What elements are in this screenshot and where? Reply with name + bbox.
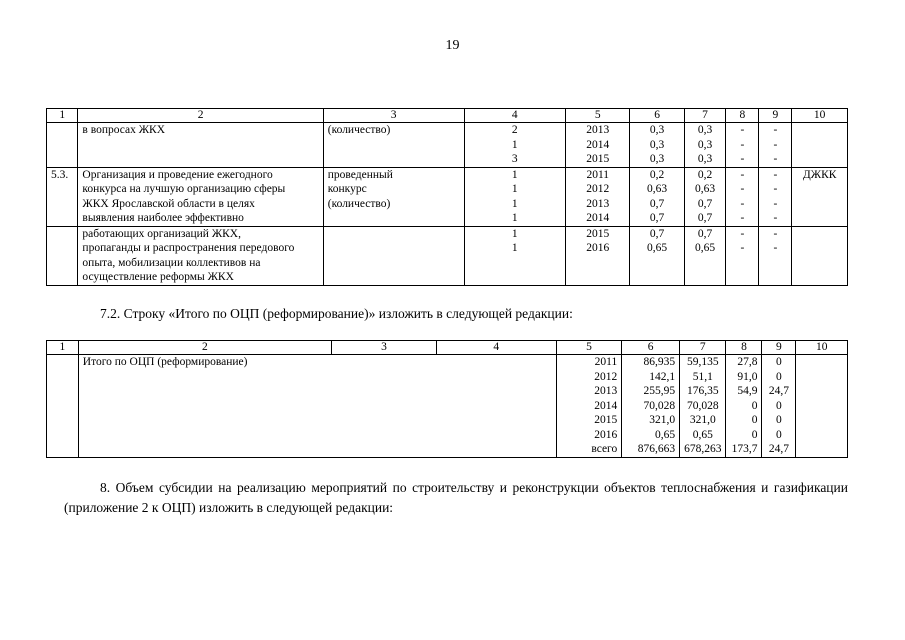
executor-cell [796,355,848,458]
header-cell: 4 [436,341,556,355]
row-number [47,123,78,168]
table-header-row [47,341,848,355]
year-cell: 2015 2016 [566,226,630,285]
regional-budget-cell: 59,135 51,1 176,35 70,028 321,0 0,65 678,263 [680,355,726,458]
table-header-row [47,109,848,123]
regional-budget-cell: 0,2 0,63 0,7 0,7 [684,167,726,226]
total-cell: 0,7 0,65 [630,226,684,285]
table-row [47,123,848,168]
header-cell: 6 [630,109,684,123]
header-cell: 6 [622,341,680,355]
table-row [47,355,848,458]
paragraph-7-2: 7.2. Строку «Итого по ОЦП (реформирование)» изложить в следующей редакции: [100,306,573,321]
header-cell: 3 [323,109,464,123]
col8-cell: - - - [726,123,759,168]
indicator-value: 2 1 3 [464,123,566,168]
total-cell: 0,3 0,3 0,3 [630,123,684,168]
col8-cell: - - [726,226,759,285]
total-cell: 0,2 0,63 0,7 0,7 [630,167,684,226]
header-cell: 8 [726,109,759,123]
indicator-unit: (количество) [323,123,464,168]
header-cell: 10 [796,341,848,355]
indicator-value: 1 1 1 1 [464,167,566,226]
col9-cell: 0 0 24,7 0 0 0 24,7 [762,355,796,458]
col9-cell: - - - [759,123,792,168]
table-row [47,226,848,285]
col9-cell: - - - - [759,167,792,226]
indicator-unit: проведенный конкурс (количество) [323,167,464,226]
executor-cell [792,123,848,168]
col8-cell: - - - - [726,167,759,226]
col9-cell: - - [759,226,792,285]
col8-cell: 27,8 91,0 54,9 0 0 0 173,7 [726,355,762,458]
row-number: 5.3. [47,167,78,226]
header-cell: 7 [684,109,726,123]
header-cell: 5 [556,341,622,355]
year-cell: 2011 2012 2013 2014 2015 2016 всего [556,355,622,458]
total-label: Итого по ОЦП (реформирование) [78,355,556,458]
header-cell: 2 [78,109,323,123]
total-cell: 86,935 142,1 255,95 70,028 321,0 0,65 876,663 [622,355,680,458]
activity-name: Организация и проведение ежегодного конкурса на лучшую организацию сферы ЖКХ Ярославской области в целях выявления наиболее эффективно [78,167,323,226]
table-row [47,167,848,226]
indicator-value: 1 1 [464,226,566,285]
indicator-unit [323,226,464,285]
activity-name: в вопросах ЖКХ [78,123,323,168]
executor-cell [792,226,848,285]
regional-budget-cell: 0,7 0,65 [684,226,726,285]
page-number: 19 [445,38,460,53]
header-cell: 7 [680,341,726,355]
activity-name: работающих организаций ЖКХ, пропаганды и распространения передового опыта, мобилизации коллективов на осуществление реформы ЖКХ [78,226,323,285]
year-cell: 2011 2012 2013 2014 [566,167,630,226]
regional-budget-cell: 0,3 0,3 0,3 [684,123,726,168]
header-cell: 2 [78,341,331,355]
paragraph-8: 8. Объем субсидии на реализацию мероприятий по строительству и реконструкции объектов теплоснабжения и газификации (приложение 2 к ОЦП) изложить в следующей редакции: [64,480,848,515]
header-cell: 9 [759,109,792,123]
header-cell: 1 [47,109,78,123]
header-cell: 10 [792,109,848,123]
executor-cell: ДЖКК [792,167,848,226]
header-cell: 1 [47,341,79,355]
header-cell: 9 [762,341,796,355]
header-cell: 8 [726,341,762,355]
header-cell: 3 [331,341,436,355]
totals-table [46,340,848,458]
row-number [47,226,78,285]
year-cell: 2013 2014 2015 [566,123,630,168]
header-cell: 4 [464,109,566,123]
row-number [47,355,79,458]
activities-table [46,108,848,286]
header-cell: 5 [566,109,630,123]
